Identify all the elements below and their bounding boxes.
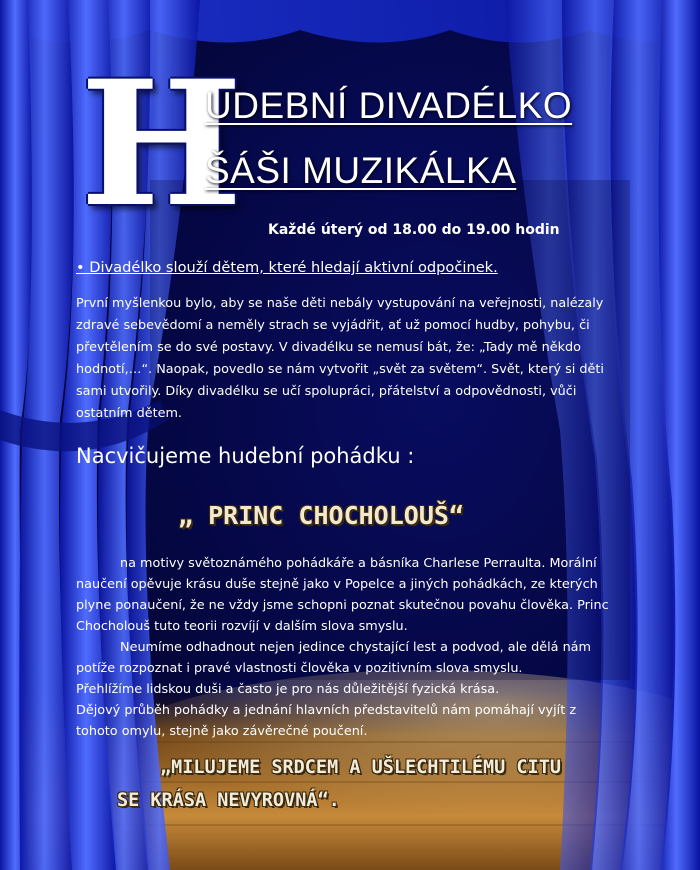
- description-line: na motivy světoznámého pohádkáře a básníka Charlese Perraulta. Morální: [120, 556, 597, 571]
- play-title: „ PRINC CHOCHOLOUŠ“: [178, 501, 464, 530]
- description-line: potíže rozpoznat i pravé vlastnosti člověka v pozitivním slova smyslu.: [76, 661, 523, 676]
- description-line: plyne ponaučení, že ne vždy jsme schopni poznat skutečnou povahu člověka. Princ: [76, 598, 609, 613]
- description-line: naučení opěvuje krásu duše stejně jako v Popelce a jiných pohádkách, ze kterých: [76, 577, 598, 592]
- description-line: Chocholouš tuto teorii rozvíjí v dalším slova smyslu.: [76, 619, 408, 634]
- page-title-line-2: ŠÁŠI MUZIKÁLKA: [205, 150, 517, 191]
- description-line: tohoto omylu, stejně jako závěrečné poučení.: [76, 724, 368, 739]
- motto-line-2: SE KRÁSA NEVYROVNÁ“.: [117, 790, 340, 811]
- description-line: Neumíme odhadnout nejen jedince chystající lest a podvod, ale dělá nám: [120, 640, 591, 655]
- intro-paragraph: První myšlenkou bylo, aby se naše děti nebály vystupování na veřejnosti, nalézaly zdravé sebevědomí a neměly strach se vyjádřit, ať už pomocí hudby, pohybu, či převtělením se do své postavy. V divadélku se nemusí bát, že: „Tady mě někdo hodnotí,…“. Naopak, povedlo se nám vytvořit „svět za světem“. Svět, který si děti sami utvořily. Díky divadélku se učí spolupráci, přátelství a odpovědnosti, vůči ostatním dětem.: [76, 296, 604, 421]
- bullet-statement: • Divadélko slouží dětem, které hledají aktivní odpočinek.: [76, 259, 498, 276]
- description-paragraph: [76, 553, 641, 742]
- page-title-line-1: UDEBNÍ DIVADÉLKO: [205, 85, 573, 126]
- rehearsal-heading: Nacvičujeme hudební pohádku :: [76, 444, 415, 468]
- description-line: Přehlížíme lidskou duši a často je pro nás důležitější fyzická krása.: [76, 682, 500, 697]
- title-initial-letter: H: [80, 42, 243, 245]
- schedule-text: Každé úterý od 18.00 do 19.00 hodin: [268, 222, 560, 238]
- motto-line-1: „MILUJEME SRDCEM A UŠLECHTILÉMU CITU: [160, 757, 561, 778]
- description-line: Dějový průběh pohádky a jednání hlavních představitelů nám pomáhají vyjít z: [76, 703, 577, 718]
